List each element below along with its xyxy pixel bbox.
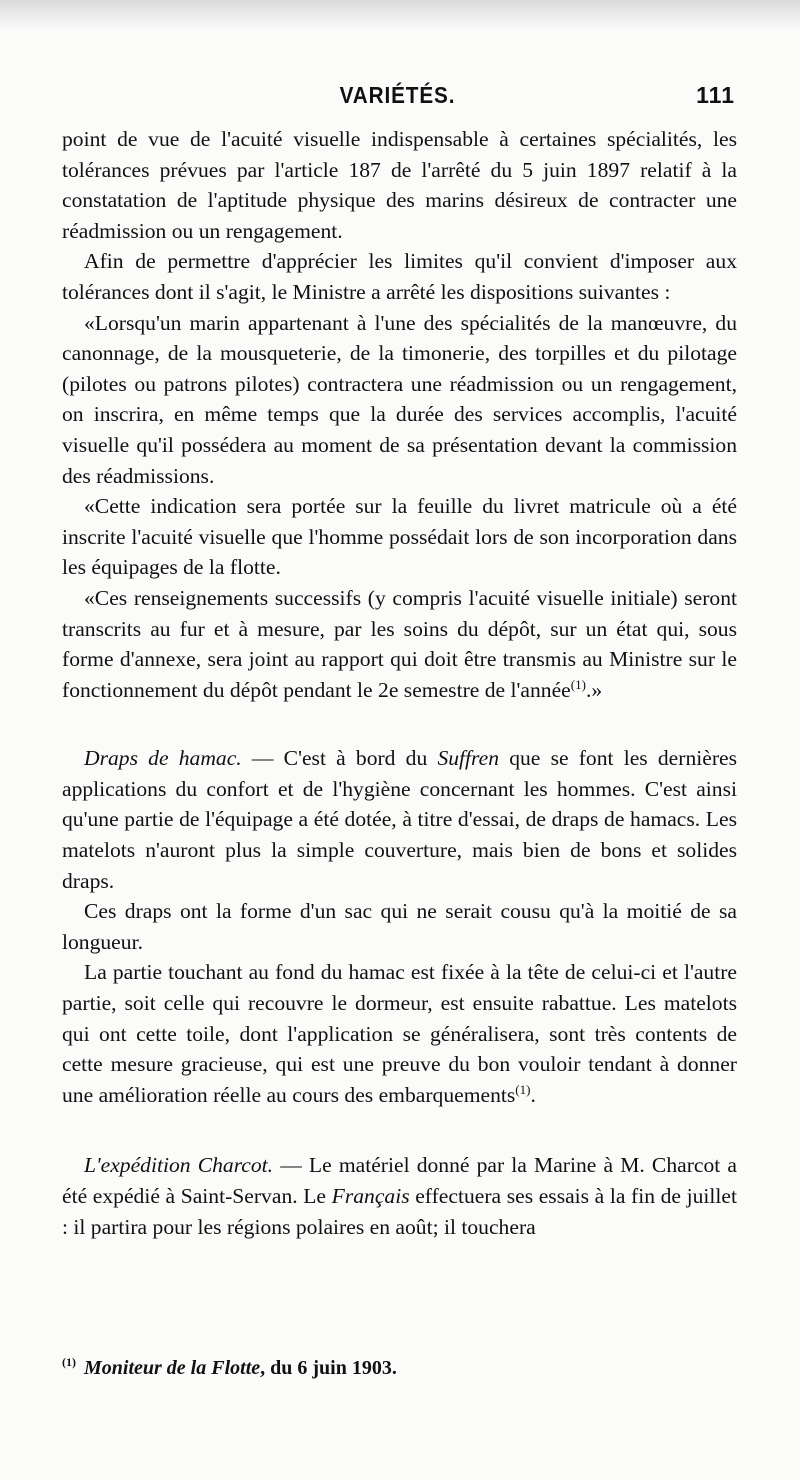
ship-name-francais: Français xyxy=(331,1184,410,1208)
paragraph-6-pre: — C'est à bord du xyxy=(241,746,438,771)
page-number: 111 xyxy=(696,82,735,108)
paragraph-6 xyxy=(62,743,737,896)
paragraph-7: Ces draps ont la forme d'un sac qui ne serait cousu qu'à la moitié de sa longueur. xyxy=(62,899,737,954)
paragraph-9-post: effectuera ses essais à la fin de juillet : il partira pour les régions polaires en août; il touchera xyxy=(62,1184,737,1239)
section-heading-draps: Draps de hamac. xyxy=(84,746,242,771)
paragraph-9 xyxy=(62,1150,737,1242)
paragraph-8-end: . xyxy=(530,1082,536,1107)
page-header xyxy=(60,82,735,118)
paragraph-5 xyxy=(62,583,737,705)
footnote xyxy=(62,1355,737,1381)
footnote-source: Moniteur de la Flotte xyxy=(84,1357,261,1379)
paragraph-1: point de vue de l'acuité visuelle indispensable à certaines spécialités, les tolérances prévues par l'article 187 de l'arrêté du 5 juin 1897 relatif à la constatation de l'aptitude physique des marins désireux de contracter une réadmission ou un rengagement. xyxy=(62,127,737,243)
footnote-mark: (1) xyxy=(62,1355,76,1370)
paragraph-3: «Lorsqu'un marin appartenant à l'une des spécialités de la manœuvre, du canonnage, de la mousqueterie, de la timonerie, des torpilles et du pilotage (pilotes ou patrons pilotes) contractera une réadmission ou un rengagement, on inscrira, en même temps que la durée des services accomplis, l'acuité visuelle qu'il possédera au moment de sa présentation devant la commission des réadmissions. xyxy=(62,310,737,488)
scan-edge-shadow xyxy=(0,0,800,32)
running-title: VARIÉTÉS. xyxy=(339,82,456,108)
footnote-ref: (1) xyxy=(570,676,586,692)
paragraph-6-post: que se font les dernières applications du confort et de l'hygiène concernant les hommes. C'est ainsi qu'une partie de l'équipage a été dotée, à titre d'essai, de draps de hamacs. Les matelots n'auront plus la simple couverture, mais bien de bons et solides draps. xyxy=(62,746,738,893)
paragraph-2: Afin de permettre d'apprécier les limites qu'il convient d'imposer aux tolérances dont il s'agit, le Ministre a arrêté les dispositions suivantes : xyxy=(62,249,737,304)
paragraph-5-text: «Ces renseignements successifs (y compris l'acuité visuelle initiale) seront transcrits au fur et à mesure, par les soins du dépôt, sur un état qui, sous forme d'annexe, sera joint au rapport qui doit être transmis au Ministre sur le fonctionnement du dépôt pendant le 2e semestre de l'année xyxy=(62,585,737,702)
section-heading-charcot: L'expédition Charcot. xyxy=(84,1153,274,1178)
body-text xyxy=(62,124,737,1242)
paragraph-8 xyxy=(62,957,737,1110)
paragraph-4: «Cette indication sera portée sur la feuille du livret matricule où a été inscrite l'acuité visuelle que l'homme possédait lors de son incorporation dans les équipages de la flotte. xyxy=(62,494,737,580)
footnote-ref: (1) xyxy=(515,1081,531,1097)
footnote-date: , du 6 juin 1903. xyxy=(260,1357,397,1379)
paragraph-5-end: .» xyxy=(585,677,603,702)
paragraph-9-pre: — Le matériel donné par la Marine à M. Charcot a été expédié à Saint-Servan. Le xyxy=(62,1153,737,1208)
ship-name-suffren: Suffren xyxy=(437,746,500,771)
paragraph-8-text: La partie touchant au fond du hamac est fixée à la tête de celui-ci et l'autre partie, soit celle qui recouvre le dormeur, est ensuite rabattue. Les matelots qui ont cette toile, dont l'application se généralisera, sont très contents de cette mesure gracieuse, qui est une preuve du bon vouloir tendant à donner une amélioration réelle au cours des embarquements xyxy=(62,960,737,1107)
